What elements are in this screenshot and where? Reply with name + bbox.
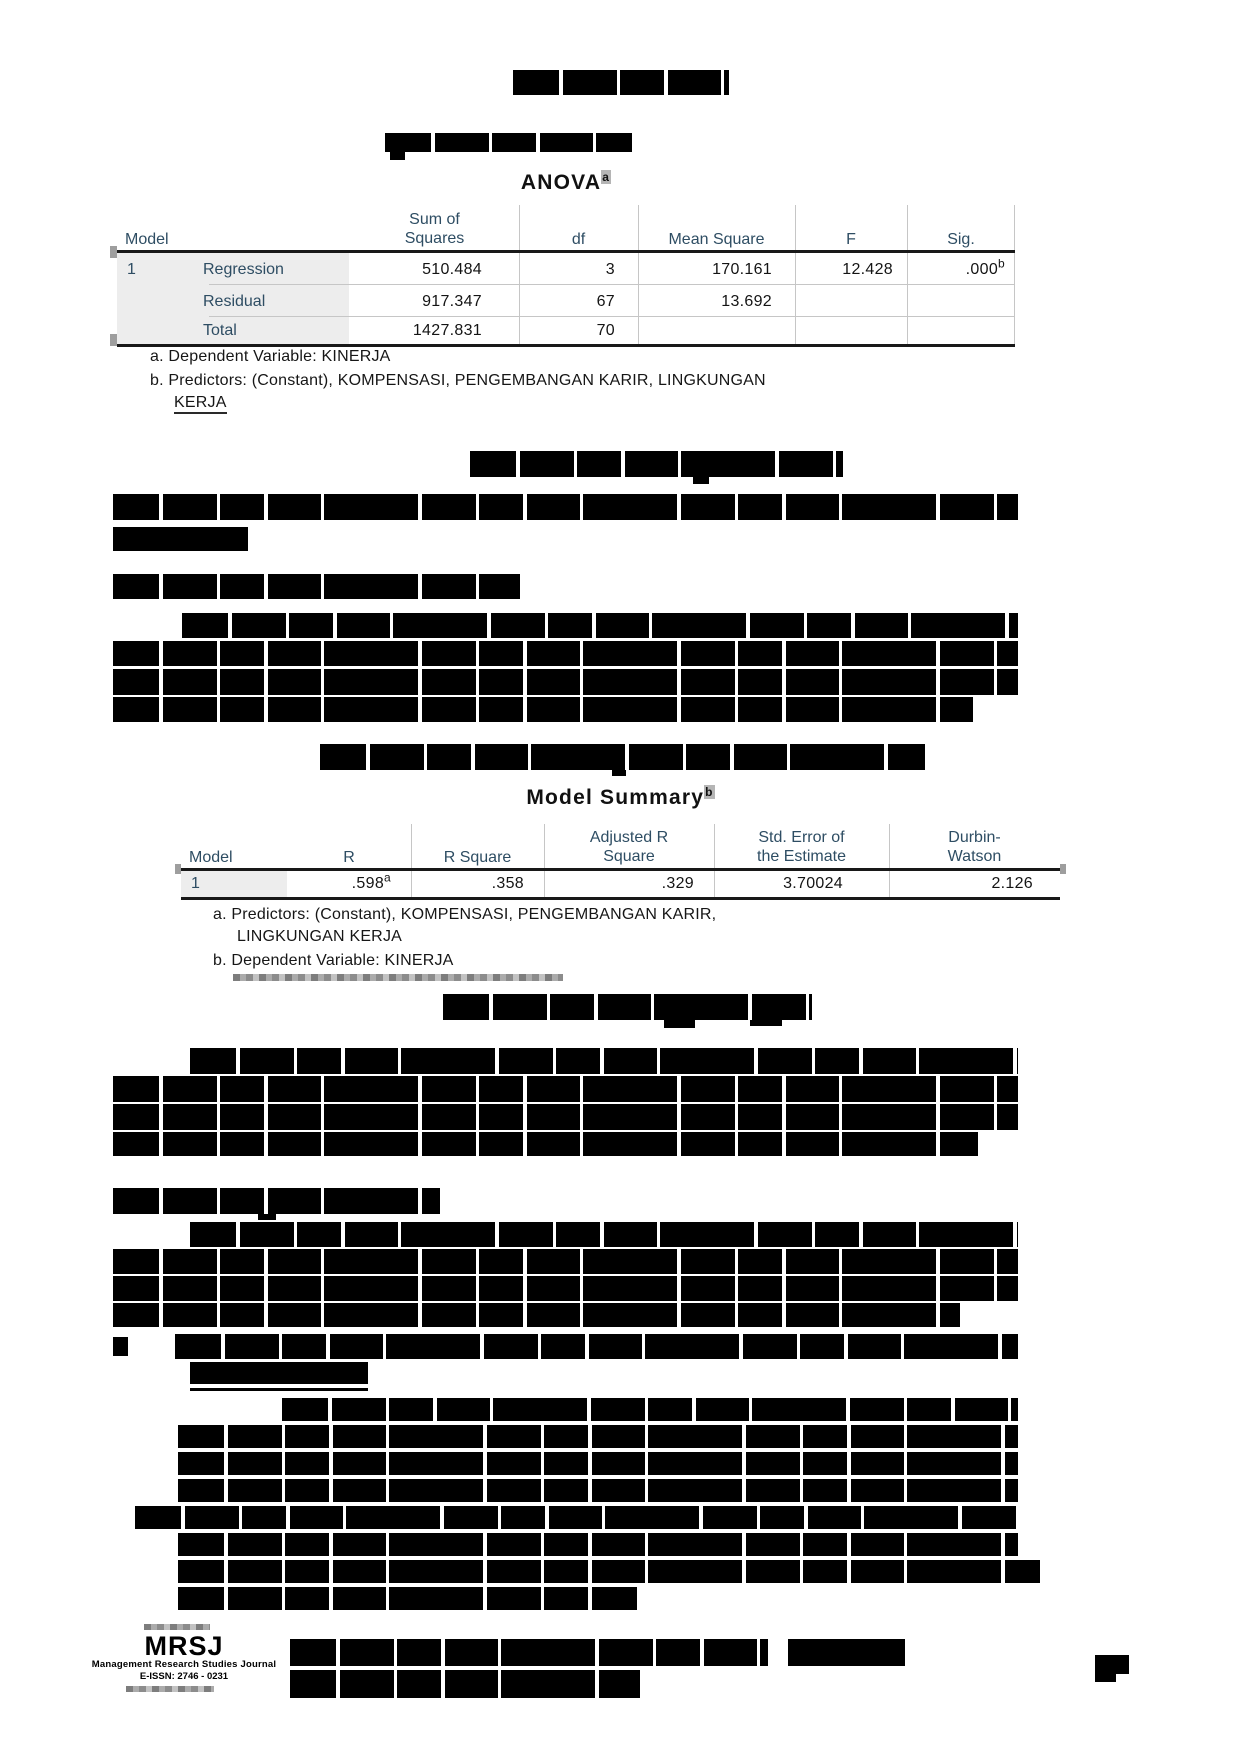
model-summary-footnote-a-line1 bbox=[213, 906, 716, 924]
footnote-text: Dependent Variable: KINERJA bbox=[231, 952, 454, 969]
model-summary-cell-durbin-watson: 2.126 bbox=[991, 875, 1033, 892]
anova-gridline bbox=[1014, 205, 1015, 344]
anova-cell-df: 70 bbox=[596, 322, 615, 339]
redacted-table-caption bbox=[320, 744, 925, 770]
scan-artifact bbox=[110, 246, 117, 258]
footnote-marker: b. bbox=[150, 372, 164, 389]
anova-cell-sum: 510.484 bbox=[422, 261, 482, 278]
header-line: Square bbox=[603, 848, 655, 865]
model-summary-footnote-b bbox=[213, 952, 454, 970]
journal-logo-issn: E-ISSN: 2746 - 0231 bbox=[139, 1671, 229, 1682]
redacted-paragraph-line bbox=[282, 1398, 1018, 1421]
redacted-caption-descender bbox=[693, 477, 709, 484]
model-summary-header-durbin-watson bbox=[889, 828, 1060, 866]
header-line: Adjusted R bbox=[589, 829, 669, 846]
anova-header-sum-line2: Squares bbox=[404, 230, 465, 247]
redacted-paragraph-line bbox=[178, 1560, 1040, 1583]
model-summary-cell-std-error: 3.70024 bbox=[783, 875, 843, 892]
redacted-paragraph-line bbox=[178, 1533, 1018, 1556]
model-summary-header-rule bbox=[181, 868, 1060, 871]
scan-artifact bbox=[1060, 864, 1066, 874]
scan-artifact bbox=[175, 864, 181, 874]
redacted-caption-descender bbox=[612, 770, 626, 776]
anova-header-sum-line1: Sum of bbox=[409, 211, 460, 228]
redacted-table-source-caption bbox=[443, 994, 812, 1020]
model-summary-cell-r bbox=[287, 870, 391, 893]
r-value: .598 bbox=[351, 875, 385, 892]
header-line: the Estimate bbox=[757, 848, 846, 865]
footnote-text: KERJA bbox=[174, 394, 227, 414]
footnote-text: Predictors: (Constant), KOMPENSASI, PENGEMBANGAN KARIR, LINGKUNGAN bbox=[168, 372, 766, 389]
model-summary-header-model: Model bbox=[189, 849, 233, 866]
redacted-page-number bbox=[1095, 1674, 1116, 1682]
redacted-table-source-caption bbox=[470, 451, 843, 477]
redacted-caption-descender bbox=[664, 1020, 695, 1028]
anova-header-sum-of-squares bbox=[350, 210, 519, 248]
model-summary-row-model-number: 1 bbox=[191, 875, 200, 892]
model-summary-footnote-a-line2 bbox=[237, 928, 402, 946]
redacted-footer-citation bbox=[788, 1639, 905, 1666]
redacted-paragraph-line bbox=[113, 1076, 1018, 1102]
redacted-footer-citation bbox=[290, 1639, 768, 1666]
footnote-marker: a. bbox=[213, 906, 227, 923]
model-summary-bottom-rule bbox=[181, 897, 1060, 900]
redacted-section-title bbox=[513, 70, 729, 95]
redacted-paragraph-line bbox=[190, 1222, 1018, 1247]
scan-artifact bbox=[110, 334, 117, 346]
model-summary-title-text: Model Summary bbox=[526, 786, 705, 809]
model-summary-header-r-square: R Square bbox=[443, 849, 512, 866]
redacted-heading-descender bbox=[258, 1214, 276, 1220]
anova-header-model: Model bbox=[125, 231, 169, 248]
model-summary-cell-r-square: .358 bbox=[491, 875, 524, 892]
anova-sig-superscript: b bbox=[998, 256, 1005, 271]
anova-header-sig: Sig. bbox=[947, 231, 975, 248]
model-summary-cell-adjusted-r-square: .329 bbox=[661, 875, 694, 892]
anova-sig-value: .000 bbox=[965, 261, 999, 278]
anova-cell-sum: 1427.831 bbox=[412, 322, 482, 339]
header-line: Durbin- bbox=[948, 829, 1001, 846]
anova-cell-df: 3 bbox=[605, 261, 615, 278]
anova-row-model-number: 1 bbox=[127, 261, 136, 278]
scan-smudge-bar bbox=[144, 1624, 210, 1630]
anova-header-mean-square: Mean Square bbox=[668, 231, 765, 248]
model-summary-header-std-error bbox=[714, 828, 889, 866]
redacted-heading bbox=[113, 574, 520, 599]
redacted-paragraph-line bbox=[113, 1249, 1018, 1274]
header-line: Std. Error of bbox=[758, 829, 845, 846]
anova-title bbox=[117, 171, 1015, 195]
redacted-list-line bbox=[175, 1334, 1018, 1359]
redacted-paragraph-line bbox=[178, 1425, 1018, 1448]
redacted-paragraph-line bbox=[113, 1276, 1018, 1301]
model-summary-title-superscript: b bbox=[705, 785, 714, 799]
anova-cell-sum: 917.347 bbox=[422, 293, 482, 310]
journal-logo-acronym: MRSJ bbox=[144, 1631, 224, 1661]
r-superscript: a bbox=[384, 870, 391, 885]
model-summary-table bbox=[181, 824, 1060, 900]
anova-footnote-b-line1 bbox=[150, 372, 766, 390]
redacted-underline bbox=[190, 1388, 368, 1391]
redacted-list-line bbox=[190, 1362, 368, 1384]
header-line: Watson bbox=[947, 848, 1002, 865]
redacted-paragraph-line bbox=[113, 527, 248, 551]
anova-cell-mean: 13.692 bbox=[721, 293, 772, 310]
model-summary-header-r: R bbox=[343, 849, 355, 866]
anova-header-df: df bbox=[571, 231, 586, 248]
journal-logo-name: Management Research Studies Journal bbox=[91, 1659, 277, 1670]
anova-table bbox=[117, 205, 1015, 347]
anova-row-rule bbox=[209, 316, 1015, 317]
anova-footnote-a bbox=[150, 348, 391, 366]
redacted-paragraph-line bbox=[178, 1452, 1018, 1475]
journal-logo bbox=[86, 1624, 282, 1689]
anova-row-label: Residual bbox=[203, 293, 266, 310]
redacted-paragraph-line bbox=[178, 1587, 637, 1610]
redacted-caption-descender bbox=[750, 1020, 782, 1026]
redacted-paragraph-line bbox=[182, 613, 1018, 638]
anova-cell-f: 12.428 bbox=[842, 261, 893, 278]
redacted-paragraph-line bbox=[113, 494, 1018, 520]
redacted-paragraph-line bbox=[113, 1104, 1018, 1130]
anova-row-label: Total bbox=[203, 322, 237, 339]
redacted-paragraph-line bbox=[178, 1479, 1018, 1502]
anova-row-rule bbox=[209, 284, 1015, 285]
redacted-paragraph-line bbox=[135, 1506, 1018, 1529]
model-summary-title bbox=[181, 786, 1060, 810]
anova-footnote-b-line2 bbox=[174, 394, 227, 412]
redacted-page-number bbox=[1095, 1655, 1129, 1674]
scan-smudge-bar bbox=[126, 1686, 214, 1692]
footnote-text: Predictors: (Constant), KOMPENSASI, PENGEMBANGAN KARIR, bbox=[231, 906, 717, 923]
footnote-marker: b. bbox=[213, 952, 227, 969]
anova-cell-df: 67 bbox=[596, 293, 615, 310]
redacted-footer-citation bbox=[290, 1670, 640, 1698]
anova-cell-sig bbox=[907, 256, 1005, 279]
model-summary-header-adjusted-r-square bbox=[544, 828, 714, 866]
anova-title-text: ANOVA bbox=[520, 171, 602, 194]
redacted-subtitle bbox=[385, 133, 632, 152]
anova-row-label: Regression bbox=[203, 261, 284, 278]
redacted-heading bbox=[113, 1188, 440, 1214]
anova-header-f: F bbox=[846, 231, 856, 248]
redacted-subtitle-descender bbox=[390, 152, 405, 160]
footnote-text: Dependent Variable: KINERJA bbox=[168, 348, 391, 365]
redacted-list-marker bbox=[113, 1337, 128, 1356]
footnote-text: LINGKUNGAN KERJA bbox=[237, 928, 403, 945]
anova-header-rule bbox=[117, 250, 1015, 253]
redacted-paragraph-line bbox=[113, 1132, 978, 1156]
anova-bottom-rule bbox=[117, 344, 1015, 347]
anova-cell-mean: 170.161 bbox=[712, 261, 772, 278]
footnote-marker: a. bbox=[150, 348, 164, 365]
anova-title-superscript: a bbox=[602, 170, 611, 184]
redacted-paragraph-line bbox=[113, 697, 973, 722]
redacted-paragraph-line bbox=[190, 1048, 1018, 1074]
scan-smudge-bar bbox=[233, 974, 563, 981]
redacted-paragraph-line bbox=[113, 1303, 960, 1327]
redacted-paragraph-line bbox=[113, 641, 1018, 666]
redacted-paragraph-line bbox=[113, 669, 1018, 695]
